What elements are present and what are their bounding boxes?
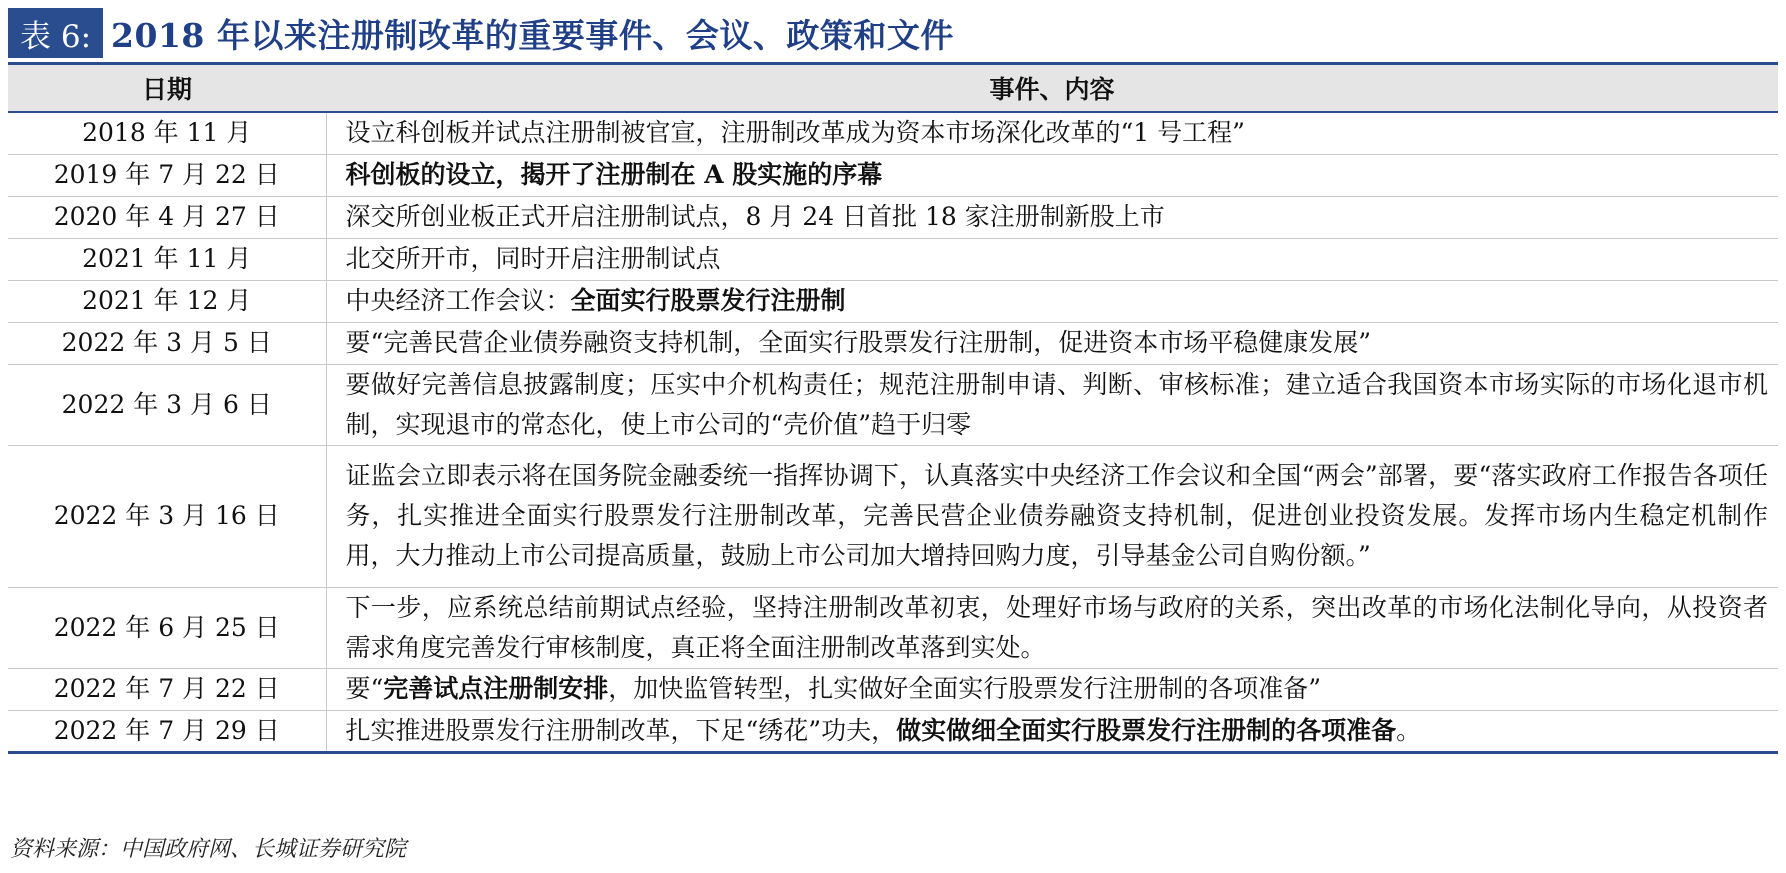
content-text: 。 (1396, 715, 1422, 745)
emphasized-text: 全面实行股票发行注册制 (570, 286, 846, 315)
date-cell: 2022 年 3 月 5 日 (8, 322, 326, 364)
table-row (8, 154, 1778, 196)
table-row (8, 364, 1778, 445)
source-note: 资料来源：中国政府网、长城证券研究院 (10, 837, 407, 862)
column-header-date: 日期 (8, 64, 326, 113)
table-body (8, 112, 1778, 752)
table-caption (8, 8, 954, 58)
content-text: 深交所创业板正式开启注册制试点，8 月 24 日首批 18 家注册制新股上市 (345, 202, 1165, 231)
emphasized-text: 做实做细全面实行股票发行注册制的各项准备 (896, 715, 1397, 745)
table-row (8, 710, 1778, 752)
date-cell: 2019 年 7 月 22 日 (8, 154, 326, 196)
table-row (8, 587, 1778, 668)
content-cell (326, 238, 1778, 280)
content-cell (326, 587, 1778, 668)
content-text: 设立科创板并试点注册制被官宣，注册制改革成为资本市场深化改革的“1 号工程” (345, 118, 1245, 148)
content-cell (326, 668, 1778, 710)
date-cell: 2022 年 7 月 29 日 (8, 710, 326, 752)
content-text: ，加快监管转型，扎实做好全面实行股票发行注册制的各项准备” (608, 674, 1322, 703)
table-row (8, 112, 1778, 154)
content-text: 扎实推进股票发行注册制改革，下足“绣花”功夫， (345, 715, 897, 745)
content-cell (326, 445, 1778, 587)
table-row (8, 668, 1778, 710)
table-row (8, 280, 1778, 322)
table-header-row (8, 64, 1778, 113)
table-number-tag: 表 6: (8, 8, 103, 58)
date-cell: 2021 年 12 月 (8, 280, 326, 322)
content-text: 中央经济工作会议： (345, 286, 571, 315)
content-cell (326, 154, 1778, 196)
events-table (8, 62, 1778, 754)
content-text: 要“ (345, 674, 384, 703)
table-title: 2018 年以来注册制改革的重要事件、会议、政策和文件 (111, 15, 954, 55)
emphasized-text: 科创板的设立，揭开了注册制在 A 股实施的序幕 (345, 160, 883, 189)
content-cell (326, 710, 1778, 752)
table-row (8, 322, 1778, 364)
date-cell: 2018 年 11 月 (8, 112, 326, 154)
date-cell: 2022 年 3 月 16 日 (8, 445, 326, 587)
table-row (8, 238, 1778, 280)
date-cell: 2022 年 6 月 25 日 (8, 587, 326, 668)
content-text: 要做好完善信息披露制度；压实中介机构责任；规范注册制申请、判断、审核标准；建立适合我国资本市场实际的市场化退市机制，实现退市的常态化，使上市公司的“壳价值”趋于归零 (345, 369, 1768, 439)
content-text: 下一步，应系统总结前期试点经验，坚持注册制改革初衷，处理好市场与政府的关系，突出改革的市场化法制化导向，从投资者需求角度完善发行审核制度，真正将全面注册制改革落到实处。 (345, 592, 1768, 662)
date-cell: 2022 年 7 月 22 日 (8, 668, 326, 710)
content-text: 北交所开市，同时开启注册制试点 (345, 244, 721, 273)
date-cell: 2020 年 4 月 27 日 (8, 196, 326, 238)
emphasized-text: 完善试点注册制安排 (383, 674, 609, 703)
table-row (8, 445, 1778, 587)
content-text: 要“完善民营企业债券融资支持机制，全面实行股票发行注册制，促进资本市场平稳健康发展” (345, 328, 1372, 357)
date-cell: 2021 年 11 月 (8, 238, 326, 280)
content-cell (326, 322, 1778, 364)
content-text: 证监会立即表示将在国务院金融委统一指挥协调下，认真落实中央经济工作会议和全国“两会”部署，要“落实政府工作报告各项任务，扎实推进全面实行股票发行注册制改革，完善民营企业债券融资支持机制，促进创业投资发展。发挥市场内生稳定机制作用，大力推动上市公司提高质量，鼓励上市公司加大增持回购力度，引导基金公司自购份额。” (345, 461, 1768, 570)
content-cell (326, 112, 1778, 154)
column-header-content: 事件、内容 (326, 64, 1778, 113)
date-cell: 2022 年 3 月 6 日 (8, 364, 326, 445)
content-cell (326, 196, 1778, 238)
table-row (8, 196, 1778, 238)
content-cell (326, 364, 1778, 445)
content-cell (326, 280, 1778, 322)
